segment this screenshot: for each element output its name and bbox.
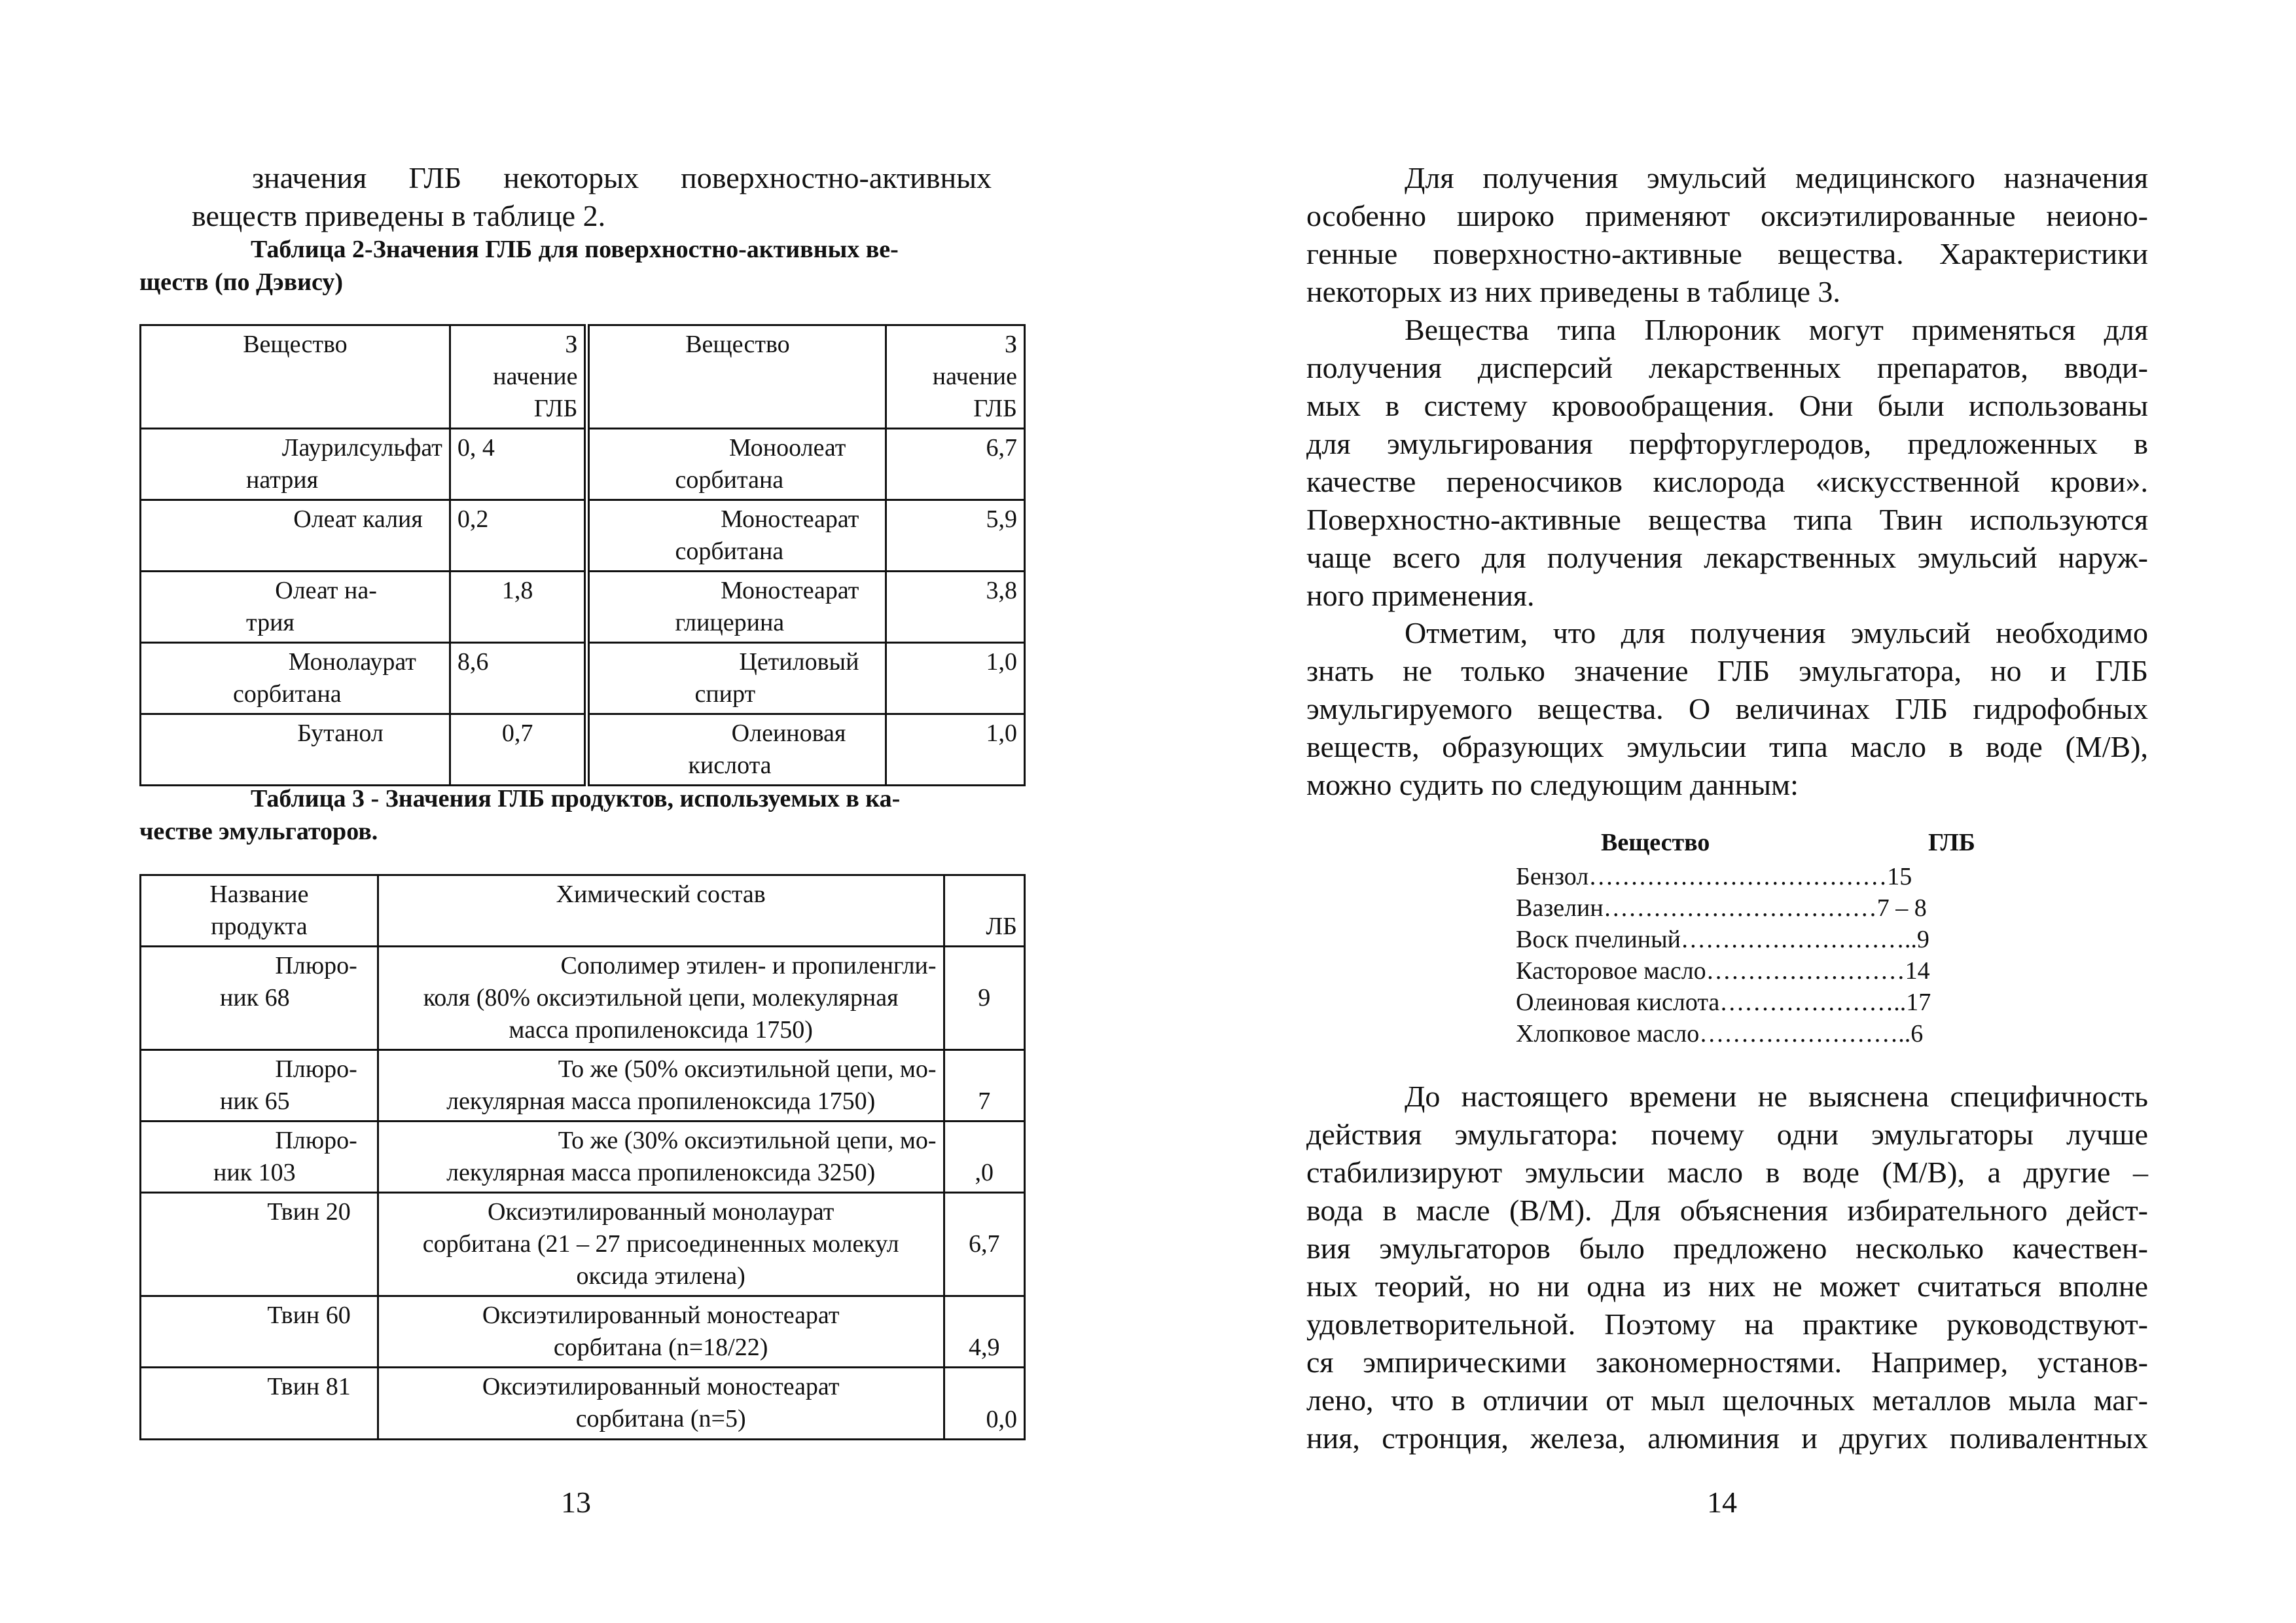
value-cell: 0,0	[944, 1368, 1024, 1440]
value-cell: 9	[944, 947, 1024, 1050]
glb-list-header	[1516, 827, 2039, 861]
glb-header-substance: Вещество	[1601, 829, 1710, 856]
caption-line: Таблица 3 - Значения ГЛБ продуктов, используемых в ка-	[251, 785, 901, 812]
text-line: качестве переносчиков кислорода «искусственной крови».	[1306, 465, 2148, 498]
product-name-cell: Плюро- ник 103	[141, 1122, 378, 1193]
table-row	[141, 572, 1025, 643]
text-line: особенно широко применяют оксиэтилированные неионо-	[1306, 199, 2148, 232]
product-name-cell: Плюро- ник 68	[141, 947, 378, 1050]
paragraph-3	[1306, 614, 2148, 804]
table-row	[141, 429, 1025, 500]
table-header-row	[141, 325, 1025, 429]
value-cell: 6,7	[944, 1193, 1024, 1296]
text-line: ного применения.	[1306, 579, 1535, 612]
composition-cell: Оксиэтилированный моностеарат сорбитана (n=18/22)	[378, 1296, 944, 1368]
table3-caption	[139, 782, 990, 848]
text-line: Отметим, что для получения эмульсий необходимо	[1405, 616, 2148, 649]
table-header-row	[141, 875, 1025, 947]
composition-cell: То же (30% оксиэтильной цепи, мо- лекулярная масса пропиленоксида 3250)	[378, 1122, 944, 1193]
text-line: для эмульгирования перфторуглеродов, предложенных в	[1306, 427, 2148, 460]
header-value: ЛБ	[944, 875, 1024, 947]
table-row	[141, 1122, 1025, 1193]
table-row	[141, 1193, 1025, 1296]
text-line: веществ приведены в таблице 2.	[192, 199, 606, 232]
text-line: веществ, образующих эмульсии типа масло в воде (М/В),	[1306, 730, 2148, 763]
table-row	[141, 500, 1025, 572]
value-cell: 3,8	[886, 572, 1025, 643]
text-line: знать не только значение ГЛБ эмульгатора, но и ГЛБ	[1306, 654, 2148, 687]
value-cell: 0,2	[450, 500, 587, 572]
list-item: Хлопковое масло……………………..6	[1516, 1020, 1924, 1048]
text-line: эмульгируемого вещества. О величинах ГЛБ гидрофобных	[1306, 692, 2148, 725]
substance-cell: Олеат калия	[141, 500, 450, 572]
substance-cell: Моностеарат глицерина	[587, 572, 886, 643]
table-row	[141, 643, 1025, 714]
text-line: действия эмульгатора: почему одни эмульгаторы лучше	[1306, 1118, 2148, 1151]
value-cell: 1,8	[450, 572, 587, 643]
paragraph-1	[1306, 159, 2148, 311]
composition-cell: Сополимер этилен- и пропиленгли- коля (80% оксиэтильной цепи, молекулярная масса пропиленоксида 1750)	[378, 947, 944, 1050]
value-cell: 6,7	[886, 429, 1025, 500]
value-cell: ,0	[944, 1122, 1024, 1193]
text-line: некоторых из них приведены в таблице 3.	[1306, 275, 1840, 308]
header-composition: Химический состав	[378, 875, 944, 947]
value-cell: 5,9	[886, 500, 1025, 572]
paragraph-4	[1306, 1078, 2148, 1457]
list-item: Олеиновая кислота…………………..17	[1516, 989, 1931, 1016]
substance-cell: Бутанол	[141, 714, 450, 786]
right-page	[1148, 0, 2296, 1623]
substance-cell: Моностеарат сорбитана	[587, 500, 886, 572]
list-item: Вазелин……………………………7 – 8	[1516, 894, 1927, 922]
value-cell: 1,0	[886, 714, 1025, 786]
page-number: 13	[561, 1486, 591, 1519]
header-product-name: Название продукта	[141, 875, 378, 947]
table2-caption	[139, 233, 990, 299]
list-item: Касторовое масло……………………14	[1516, 957, 1930, 985]
substance-cell: Моноолеат сорбитана	[587, 429, 886, 500]
product-name-cell: Твин 20	[141, 1193, 378, 1296]
product-name-cell: Твин 81	[141, 1368, 378, 1440]
text-line: вия эмульгаторов было предложено несколько качествен-	[1306, 1231, 2148, 1265]
text-line: мых в систему кровообращения. Они были использованы	[1306, 389, 2148, 422]
table2	[139, 324, 1026, 786]
text-line: стабилизируют эмульсии масло в воде (М/В), а другие –	[1306, 1156, 2148, 1189]
product-name-cell: Плюро- ник 65	[141, 1050, 378, 1122]
text-line: Для получения эмульсий медицинского назначения	[1405, 161, 2148, 194]
value-cell: 0,7	[450, 714, 587, 786]
text-line: ния, стронция, железа, алюминия и других поливалентных	[1306, 1421, 2148, 1455]
header-value: З начение ГЛБ	[450, 325, 587, 429]
table-row	[141, 947, 1025, 1050]
caption-line: Таблица 2-Значения ГЛБ для поверхностно-активных ве-	[251, 236, 899, 263]
glb-list	[1516, 827, 2039, 1049]
text-line: Поверхностно-активные вещества типа Твин используются	[1306, 503, 2148, 536]
glb-header-value: ГЛБ	[1928, 829, 1975, 856]
table-row	[141, 1296, 1025, 1368]
text-line: удовлетворительной. Поэтому на практике руководствуют-	[1306, 1307, 2148, 1341]
caption-line: ществ (по Дэвису)	[139, 268, 344, 296]
composition-cell: То же (50% оксиэтильной цепи, мо- лекулярная масса пропиленоксида 1750)	[378, 1050, 944, 1122]
list-item: Воск пчелиный………………………..9	[1516, 926, 1929, 953]
left-intro-paragraph	[192, 159, 992, 235]
text-line: лено, что в отличии от мыл щелочных металлов мыла маг-	[1306, 1383, 2148, 1417]
table-row	[141, 714, 1025, 786]
text-line: можно судить по следующим данным:	[1306, 768, 1799, 801]
text-line: вода в масле (В/М). Для объяснения избирательного дейст-	[1306, 1194, 2148, 1227]
text-line: значения ГЛБ некоторых поверхностно-активных	[252, 161, 992, 194]
text-line: генные поверхностно-активные вещества. Характеристики	[1306, 237, 2148, 270]
substance-cell: Олеиновая кислота	[587, 714, 886, 786]
substance-cell: Лаурилсульфат натрия	[141, 429, 450, 500]
paragraph-2	[1306, 311, 2148, 615]
table-row	[141, 1368, 1025, 1440]
text-line: получения дисперсий лекарственных препаратов, вводи-	[1306, 351, 2148, 384]
product-name-cell: Твин 60	[141, 1296, 378, 1368]
table3	[139, 874, 1026, 1440]
page-number: 14	[1707, 1486, 1737, 1519]
header-substance: Вещество	[587, 325, 886, 429]
substance-cell: Монолаурат сорбитана	[141, 643, 450, 714]
text-line: До настоящего времени не выяснена специфичность	[1405, 1080, 2148, 1113]
header-substance: Вещество	[141, 325, 450, 429]
value-cell: 1,0	[886, 643, 1025, 714]
text-line: ных теорий, но ни одна из них не может считаться вполне	[1306, 1269, 2148, 1303]
composition-cell: Оксиэтилированный монолаурат сорбитана (21 – 27 присоединенных молекул оксида этилена)	[378, 1193, 944, 1296]
value-cell: 4,9	[944, 1296, 1024, 1368]
value-cell: 0, 4	[450, 429, 587, 500]
substance-cell: Цетиловый спирт	[587, 643, 886, 714]
header-value: З начение ГЛБ	[886, 325, 1025, 429]
list-item: Бензол………………………………15	[1516, 863, 1912, 890]
value-cell: 7	[944, 1050, 1024, 1122]
text-line: чаще всего для получения лекарственных эмульсий наруж-	[1306, 541, 2148, 574]
table-row	[141, 1050, 1025, 1122]
substance-cell: Олеат на- трия	[141, 572, 450, 643]
composition-cell: Оксиэтилированный моностеарат сорбитана (n=5)	[378, 1368, 944, 1440]
text-line: Вещества типа Плюроник могут применяться для	[1405, 313, 2148, 346]
caption-line: честве эмульгаторов.	[139, 818, 378, 845]
value-cell: 8,6	[450, 643, 587, 714]
text-line: ся эмпирическими закономерностями. Например, установ-	[1306, 1345, 2148, 1379]
